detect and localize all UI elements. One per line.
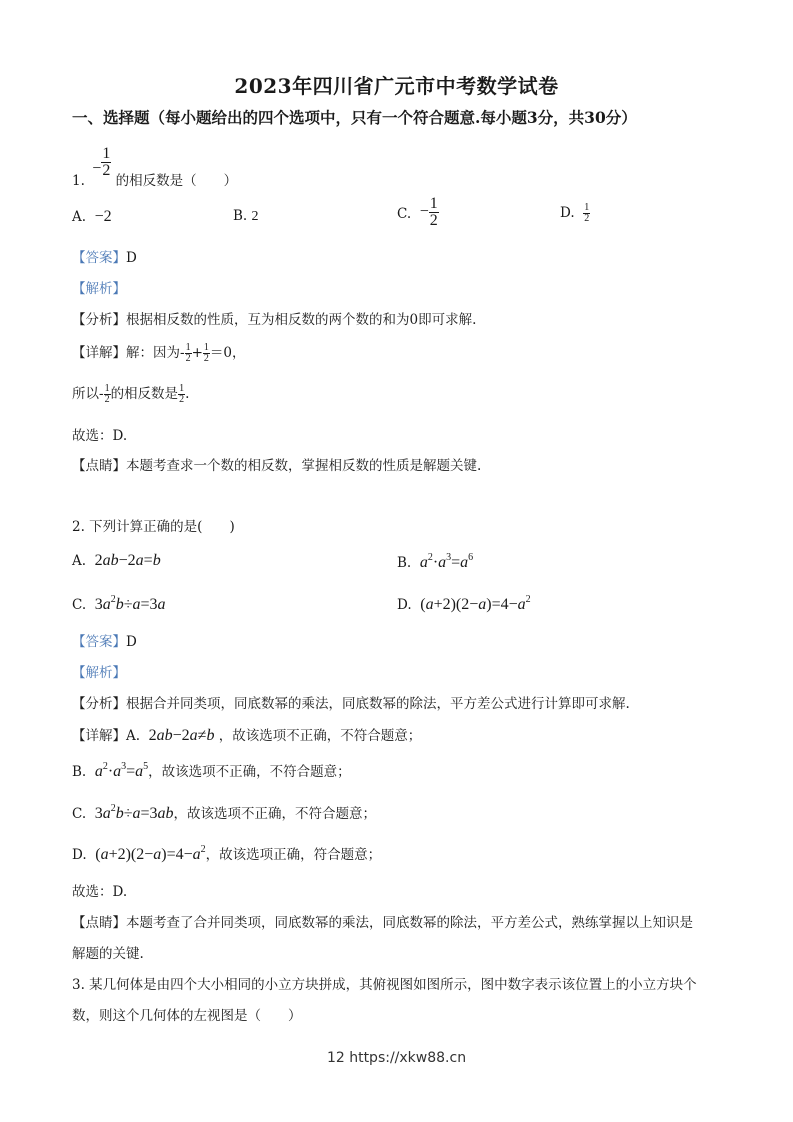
q1-stem: 1. − $\frac{1}{2}$ 的相反数是（ ） [72,145,238,189]
q1-option-c: C. − $\frac{1}{2}$ [397,195,438,229]
q1-analysis-tag: 【解析】 [72,281,126,297]
q1-xiangjie: 【详解】解：因为- $\frac{1}{2}$ + $\frac{1}{2}$ ＝0， [72,342,246,364]
page-title: 2023年四川省广元市中考数学试卷 [234,74,559,98]
q2-detail-b: B. $a^2\cdot a^3=a^5$，故该选项不正确，不符合题意； [72,761,351,780]
q2-option-c: C. $3a^2b\div a=3a$ [72,594,166,613]
q2-dianjing: 【点睛】本题考查了合并同类项，同底数幂的乘法，同底数幂的除法，平方差公式，熟练掌握以上知识是 [72,915,693,931]
q1-dianjing: 【点睛】本题考查求一个数的相反数，掌握相反数的性质是解题关键. [72,458,482,474]
q1-guxuan: 故选：D. [72,428,128,444]
q3-stem-line2: 数，则这个几何体的左视图是（ ） [72,1008,302,1024]
q2-option-d: D. $(a+2)(2-a)=4-a^2$ [397,594,531,613]
section-heading: 一、选择题（每小题给出的四个选项中，只有一个符合题意.每小题3分，共30分） [72,108,637,127]
q2-option-b: B. $a^2\cdot a^3=a^6$ [397,552,474,571]
fraction: $\frac{1}{2}$ [429,195,438,229]
q1-suoyi: 所以- $\frac{1}{2}$ 的相反数是 $\frac{1}{2}$ . [72,383,190,405]
fraction: $\frac{1}{2}$ [584,202,590,224]
q2-fenxi: 【分析】根据合并同类项，同底数幂的乘法，同底数幂的除法，平方差公式进行计算即可求解. [72,696,630,712]
q1-fenxi: 【分析】根据相反数的性质，互为相反数的两个数的和为0即可求解. [72,312,477,328]
q2-analysis-tag: 【解析】 [72,665,126,681]
q2-detail-d: D. $(a+2)(2-a)=4-a^2$，故该选项正确，符合题意； [72,844,382,863]
q2-detail-c: C. $3a^2b\div a=3ab$，故该选项不正确，不符合题意； [72,803,377,822]
q1-option-d: D. $\frac{1}{2}$ [560,202,590,224]
q2-answer: 【答案】D [72,634,137,650]
q1-answer: 【答案】D [72,250,137,266]
q2-dianjing-cont: 解题的关键. [72,946,144,962]
q2-detail-a: 【详解】A. 2ab−2a≠b ，故该选项不正确，不符合题意； [72,727,422,744]
fraction: $\frac{1}{2}$ [102,145,111,179]
q1-option-b: B. 2 [233,208,259,224]
q1-option-a: A. −2 [72,208,112,225]
q2-stem: 2. 下列计算正确的是( ) [72,519,235,535]
q3-stem-line1: 3. 某几何体是由四个大小相同的小立方块拼成，其俯视图如图所示，图中数字表示该位置上的小立方块个 [72,977,697,993]
page-footer: 12 https://xkw88.cn [326,1050,467,1066]
q2-guxuan: 故选：D. [72,884,128,900]
q2-option-a: A. 2ab−2a=b [72,552,161,569]
